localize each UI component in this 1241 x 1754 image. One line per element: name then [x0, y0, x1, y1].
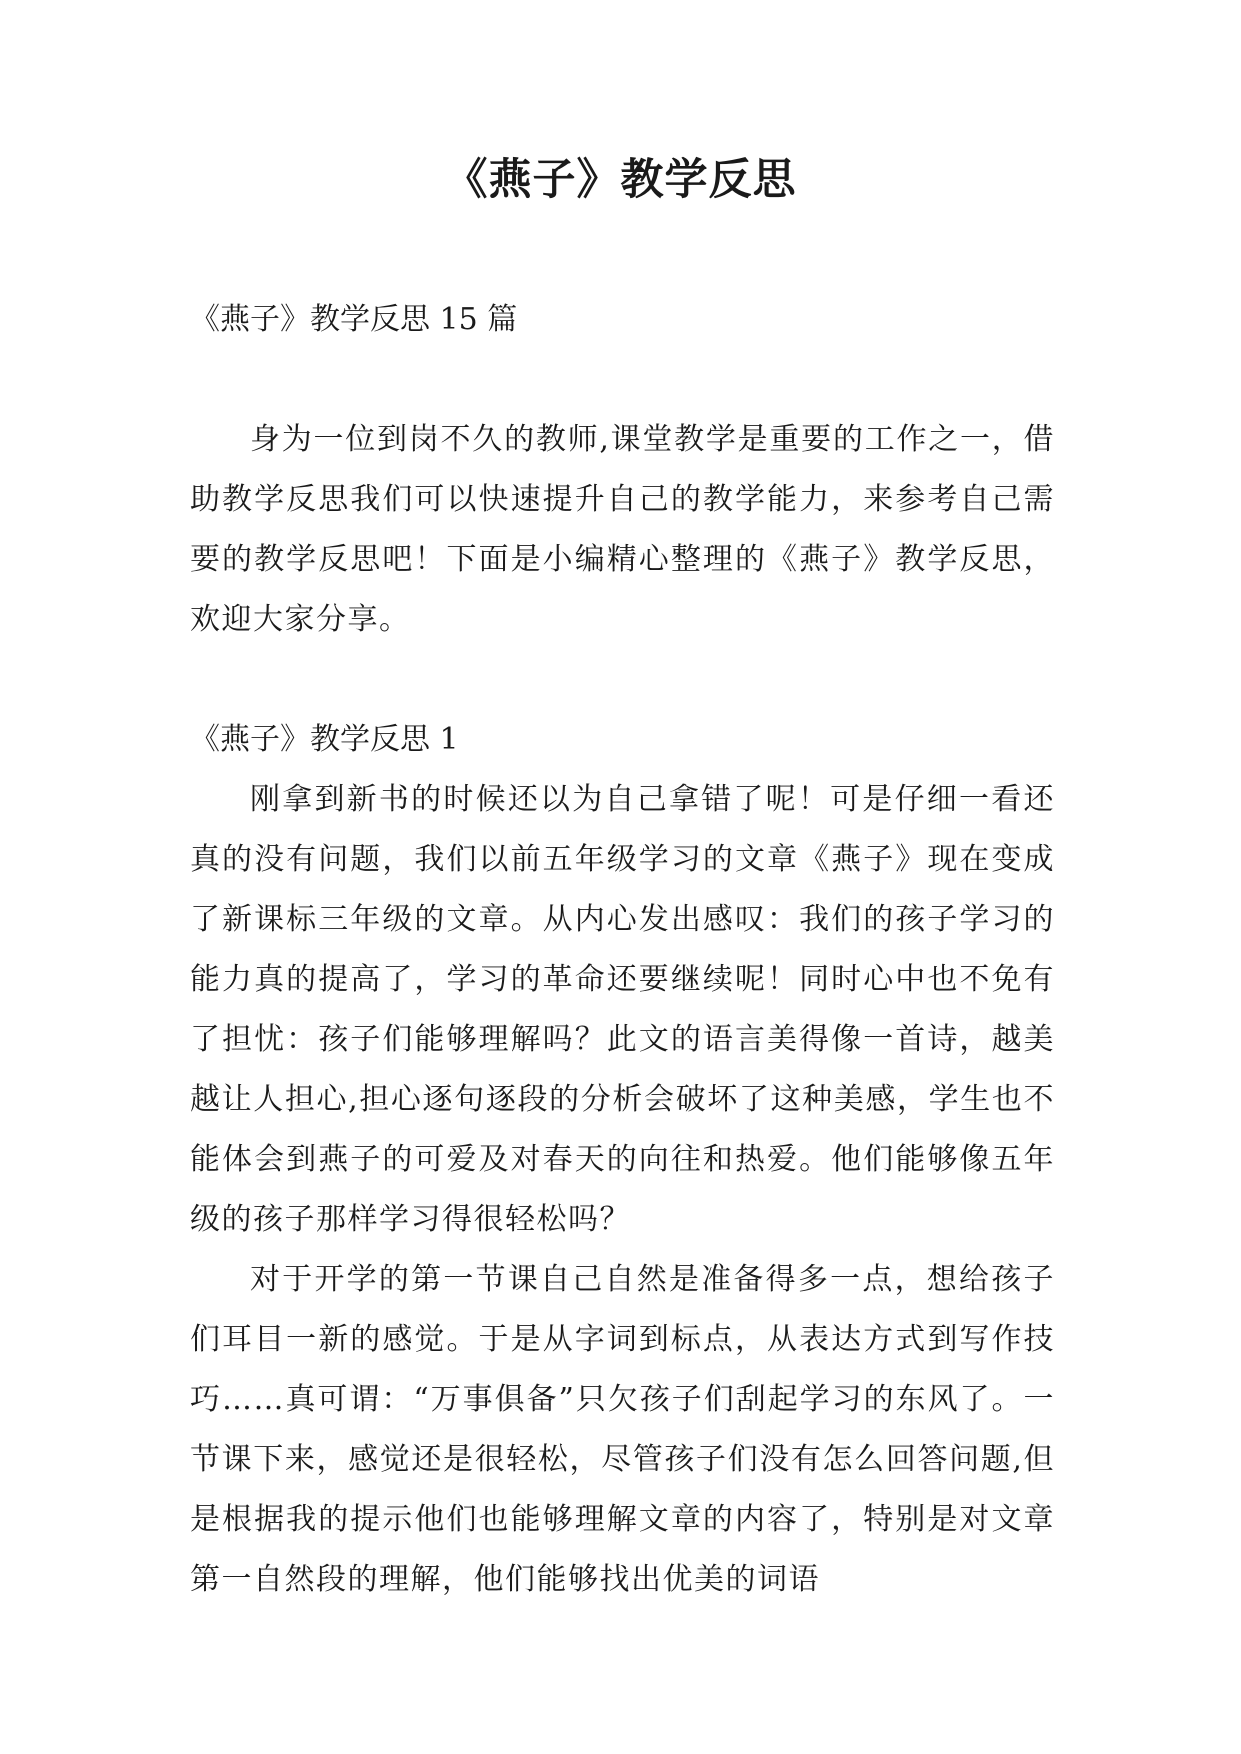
- spacer: [190, 350, 1055, 410]
- document-title: 《燕子》教学反思: [444, 155, 797, 205]
- document-subtitle: 《燕子》教学反思 15 篇: [190, 302, 518, 337]
- section-heading-1: 《燕子》教学反思 1: [190, 722, 459, 757]
- document-body: [190, 290, 1055, 1610]
- section1-paragraph-1: 刚拿到新书的时候还以为自己拿错了呢！可是仔细一看还真的没有问题，我们以前五年级学习的文章《燕子》现在变成了新课标三年级的文章。从内心发出感叹：我们的孩子学习的能力真的提高了，学习的革命还要继续呢！同时心中也不免有了担忧：孩子们能够理解吗？此文的语言美得像一首诗，越美越让人担心,担心逐句逐段的分析会破坏了这种美感，学生也不能体会到燕子的可爱及对春天的向往和热爱。他们能够像五年级的孩子那样学习得很轻松吗？: [190, 782, 1055, 1237]
- spacer: [190, 650, 1055, 710]
- intro-paragraph: 身为一位到岗不久的教师,课堂教学是重要的工作之一，借助教学反思我们可以快速提升自己的教学能力，来参考自己需要的教学反思吧！下面是小编精心整理的《燕子》教学反思，欢迎大家分享。: [190, 422, 1055, 637]
- section1-paragraph-2: 对于开学的第一节课自己自然是准备得多一点，想给孩子们耳目一新的感觉。于是从字词到标点，从表达方式到写作技巧……真可谓：“万事俱备”只欠孩子们刮起学习的东风了。一节课下来，感觉还是很轻松，尽管孩子们没有怎么回答问题,但是根据我的提示他们也能够理解文章的内容了，特别是对文章第一自然段的理解，他们能够找出优美的词语: [190, 1262, 1055, 1597]
